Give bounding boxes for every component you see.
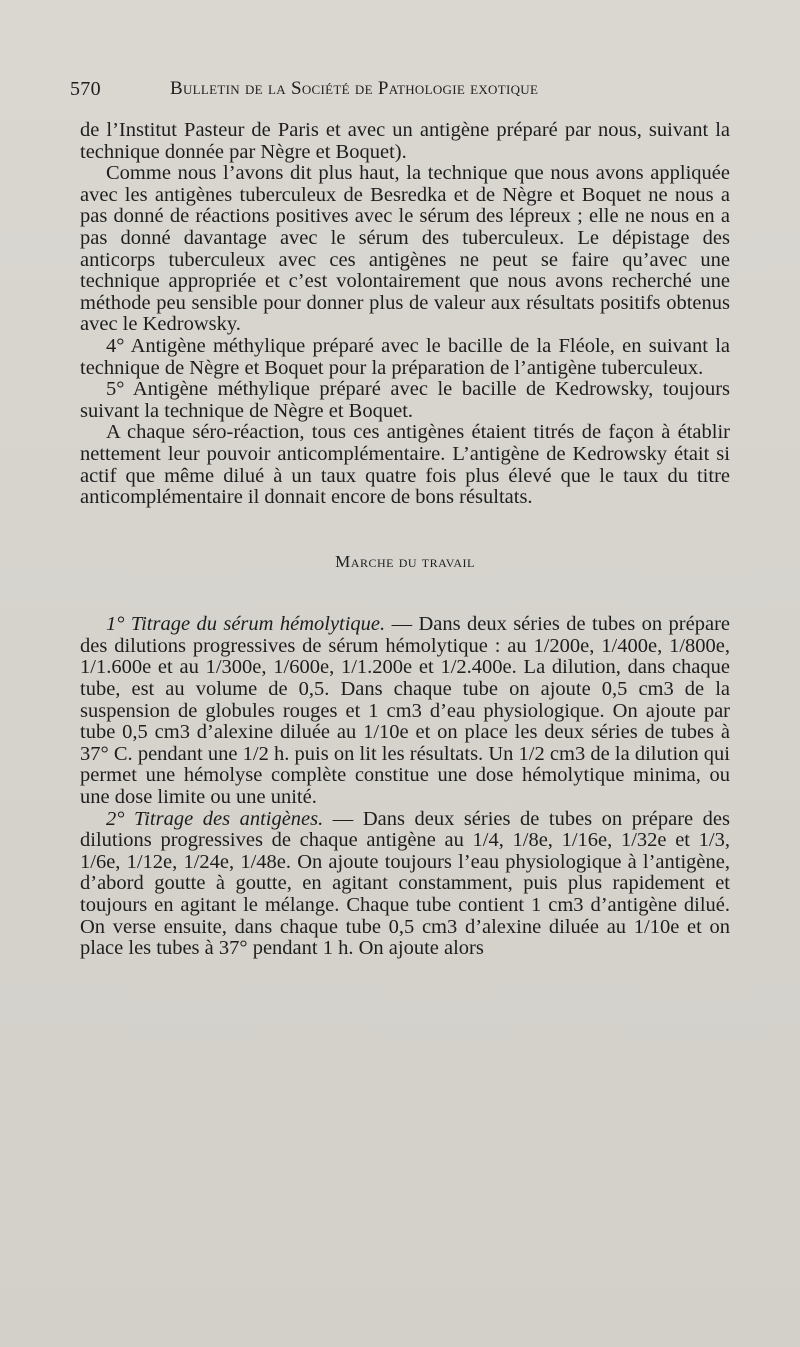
body-text <box>80 120 730 960</box>
antigen-titration-text: — Dans deux séries de tubes on prépare des dilutions progressives de chaque antigène au 1/4, 1/8e, 1/16e, 1/32e et 1/3, 1/6e, 1/12e, 1/24e, 1/48e. On ajoute toujours l’eau physiologique à l’antigène, d’abord goutte à goutte, en agitant constamment, puis plus rapidement et toujours en agitant le mélange. Chaque tube contient 1 cm3 d’antigène dilué. On verse ensuite, dans chaque tube 0,5 cm3 d’alexine diluée au 1/10e et on place les tubes à 37° pendant 1 h. On ajoute alors <box>80 807 730 960</box>
paragraph-antigen-titration <box>80 809 730 960</box>
paragraph-antigen-4: 4° Antigène méthylique préparé avec le bacille de la Fléole, en suivant la technique de Nègre et Boquet pour la préparation de l’antigène tuberculeux. <box>80 334 730 379</box>
running-title: Bulletin de la Société de Pathologie exotique <box>170 78 539 99</box>
page-header <box>70 78 630 108</box>
antigen-titration-heading: 2° Titrage des antigènes. <box>106 807 324 830</box>
paragraph-continuation: de l’Institut Pasteur de Paris et avec un antigène préparé par nous, suivant la technique donnée par Nègre et Boquet). <box>80 119 730 163</box>
paragraph-antigen-5: 5° Antigène méthylique préparé avec le bacille de Kedrowsky, toujours suivant la technique de Nègre et Boquet. <box>80 378 730 422</box>
paragraph-titration: A chaque séro-réaction, tous ces antigènes étaient titrés de façon à établir nettement leur pouvoir anticomplémentaire. L’antigène de Kedrowsky était si actif que même dilué à un taux quatre fois plus élevé que le taux du titre anticomplémentaire il donnait encore de bons résultats. <box>80 421 730 509</box>
section-title: Marche du travail <box>335 551 475 571</box>
paragraph-serum-titration <box>80 614 730 808</box>
paragraph-technique: Comme nous l’avons dit plus haut, la technique que nous avons appliquée avec les antigènes tuberculeux de Besredka et de Nègre et Boquet ne nous a pas donné de réactions positives avec le sérum des lépreux ; elle ne nous en a pas donné davantage avec le sérum des tuberculeux. Le dépistage des anticorps tuberculeux avec ces antigènes ne peut se faire qu’avec une technique appropriée et c’est volontairement que nous avons recherché une méthode peu sensible pour donner plus de valeur aux résultats positifs obtenus avec le Kedrowsky. <box>80 162 730 336</box>
serum-titration-heading: 1° Titrage du sérum hémolytique. <box>106 613 386 636</box>
page-number: 570 <box>70 78 101 100</box>
serum-titration-text: — Dans deux séries de tubes on prépare des dilutions progressives de sérum hémolytique : au 1/200e, 1/400e, 1/800e, 1/1.600e et au 1/300e, 1/600e, 1/1.200e et 1/2.400e. La dilution, dans chaque tube, est au volume de 0,5. Dans chaque tube on ajoute 0,5 cm3 de la suspension de globules rouges et 1 cm3 d’eau physiologique. On ajoute par tube 0,5 cm3 d’alexine diluée au 1/10e et on place les deux séries de tubes à 37° C. pendant une 1/2 h. puis on lit les résultats. Un 1/2 cm3 de la dilution qui permet une hémolyse complète constitue une dose hémolytique minima, ou une dose limite ou une unité. <box>80 613 731 809</box>
